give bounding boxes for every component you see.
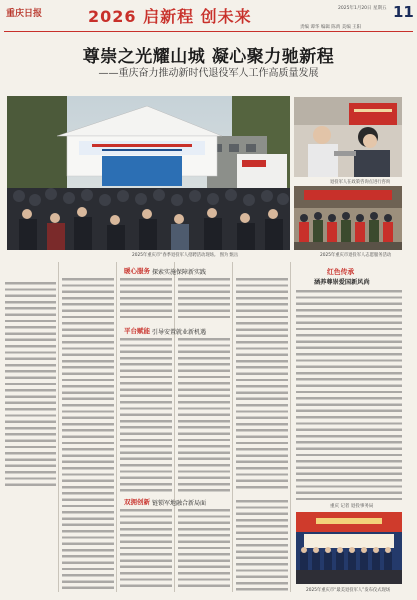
sidebar-body xyxy=(296,290,402,500)
ceremony-photo xyxy=(296,512,402,584)
volunteer-photo-caption: 2025年重庆市退役军人志愿服务活动 xyxy=(320,253,392,258)
body-column-5 xyxy=(236,278,288,492)
main-photo-caption: 2025年重庆市“春季退役军人招聘活动现场。 图为 甄岳 xyxy=(132,253,239,258)
section-subtitle-1: 探索实施保障新实践 xyxy=(152,268,207,276)
sidebar-byline: 重庆 记者 退役事务局 xyxy=(330,504,374,509)
column-rule xyxy=(174,262,175,592)
section-subtitle-2: 引导安置就业新机遇 xyxy=(152,328,207,336)
section-title-2: 平台赋能 xyxy=(124,327,150,335)
column-rule xyxy=(290,262,291,592)
headline: 尊崇之光耀山城 凝心聚力驰新程 xyxy=(82,47,335,67)
section-title-3: 双拥创新 xyxy=(124,498,150,506)
editor-credits: 责编 谭华 编辑 陈禹 美编 王阳 xyxy=(300,25,362,30)
body-column-3-top xyxy=(120,278,172,322)
page-number: 11 xyxy=(393,3,414,21)
body-column-2 xyxy=(62,278,114,590)
slogan: 2026 启新程 创未来 xyxy=(88,7,252,26)
body-column-4-bottom xyxy=(178,509,230,591)
date-line: 2025年1月20日 星期五 xyxy=(338,6,387,11)
column-rule xyxy=(116,262,117,592)
volunteer-photo xyxy=(294,186,402,250)
body-column-5-bottom xyxy=(236,500,288,591)
body-column-3-bottom xyxy=(120,509,172,591)
main-photo xyxy=(7,96,290,250)
ceremony-photo-caption: 2025年重庆市“最美退役军人”发布仪式现场 xyxy=(306,588,391,593)
section-title-1: 暖心服务 xyxy=(124,267,150,275)
body-column-4-mid xyxy=(178,338,230,492)
body-column-4-top xyxy=(178,278,230,322)
column-rule xyxy=(58,262,59,592)
consultation-photo xyxy=(294,97,402,177)
sidebar-title: 红色传承 xyxy=(327,268,355,276)
paper-name: 重庆日报 xyxy=(6,9,43,19)
column-rule xyxy=(232,262,233,592)
section-subtitle-3: 链锁军地融合新局面 xyxy=(152,499,207,507)
subheadline: ——重庆奋力推动新时代退役军人工作高质量发展 xyxy=(98,68,319,79)
sidebar-subtitle: 涵养尊崇爱国新风尚 xyxy=(314,279,370,286)
body-column-1 xyxy=(5,282,56,490)
consultation-photo-caption: 退役军人在政策咨询点进行咨询 xyxy=(330,180,391,185)
header-rule xyxy=(4,31,413,32)
body-column-3-mid xyxy=(120,338,172,492)
